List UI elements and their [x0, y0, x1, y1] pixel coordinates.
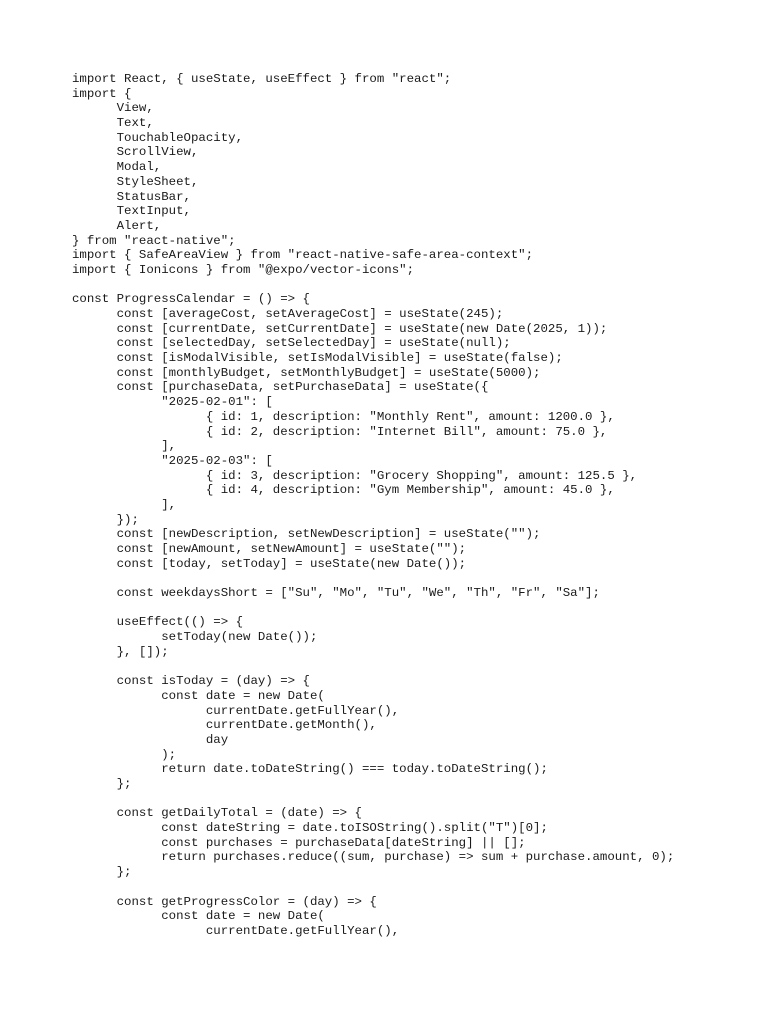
code-line: ScrollView,	[72, 145, 199, 160]
code-listing	[72, 72, 752, 939]
code-line: Text,	[72, 116, 154, 131]
code-line: { id: 3, description: "Grocery Shopping", amount: 125.5 },	[72, 468, 638, 483]
code-line: ],	[72, 497, 177, 512]
code-line: import { Ionicons } from "@expo/vector-icons";	[72, 262, 415, 277]
code-line: currentDate.getMonth(),	[72, 718, 377, 733]
code-line: day	[72, 732, 229, 747]
code-line: TouchableOpacity,	[72, 130, 244, 145]
code-line: import {	[72, 86, 132, 101]
code-line	[72, 571, 752, 586]
code-line: const ProgressCalendar = () => {	[72, 292, 310, 307]
code-line: useEffect(() => {	[72, 615, 244, 630]
code-line: const [monthlyBudget, setMonthlyBudget] = useState(5000);	[72, 365, 541, 380]
code-line: ],	[72, 439, 177, 454]
code-line: }, []);	[72, 644, 169, 659]
code-line: return purchases.reduce((sum, purchase) => sum + purchase.amount, 0);	[72, 850, 675, 865]
code-line: const [newDescription, setNewDescription] = useState("");	[72, 527, 541, 542]
code-line: const date = new Date(	[72, 688, 325, 703]
code-line: const [selectedDay, setSelectedDay] = useState(null);	[72, 336, 511, 351]
code-line: { id: 2, description: "Internet Bill", amount: 75.0 },	[72, 424, 608, 439]
code-line: Modal,	[72, 160, 162, 175]
code-line: const [today, setToday] = useState(new Date());	[72, 556, 467, 571]
code-line: } from "react-native";	[72, 233, 236, 248]
code-line: const isToday = (day) => {	[72, 674, 310, 689]
code-line: import { SafeAreaView } from "react-native-safe-area-context";	[72, 248, 534, 263]
code-line: });	[72, 512, 139, 527]
code-line: const [currentDate, setCurrentDate] = useState(new Date(2025, 1));	[72, 321, 608, 336]
code-line: const weekdaysShort = ["Su", "Mo", "Tu", "We", "Th", "Fr", "Sa"];	[72, 586, 600, 601]
code-line: import React, { useState, useEffect } from "react";	[72, 72, 452, 86]
code-line: { id: 4, description: "Gym Membership", amount: 45.0 },	[72, 483, 615, 498]
code-line: currentDate.getFullYear(),	[72, 923, 400, 938]
code-line: StyleSheet,	[72, 174, 199, 189]
code-line: TextInput,	[72, 204, 191, 219]
code-line	[72, 880, 752, 895]
code-line: currentDate.getFullYear(),	[72, 703, 400, 718]
code-line: const [newAmount, setNewAmount] = useState("");	[72, 542, 467, 556]
code-line: "2025-02-01": [	[72, 395, 273, 410]
code-line: );	[72, 747, 177, 762]
code-line: return date.toDateString() === today.toDateString();	[72, 762, 548, 777]
code-line: Alert,	[72, 218, 162, 233]
code-line: };	[72, 777, 132, 791]
code-line: const getProgressColor = (day) => {	[72, 894, 377, 909]
code-line: const purchases = purchaseData[dateString] || [];	[72, 835, 526, 850]
code-line: "2025-02-03": [	[72, 453, 273, 468]
code-line: const getDailyTotal = (date) => {	[72, 806, 362, 821]
code-line	[72, 660, 752, 675]
code-line: View,	[72, 101, 154, 116]
code-line: const [isModalVisible, setIsModalVisible] = useState(false);	[72, 351, 563, 366]
code-line	[72, 601, 752, 616]
code-line: };	[72, 865, 132, 880]
code-line: { id: 1, description: "Monthly Rent", amount: 1200.0 },	[72, 409, 615, 424]
code-line: const [purchaseData, setPurchaseData] = useState({	[72, 380, 489, 395]
code-line: const dateString = date.toISOString().split("T")[0];	[72, 821, 548, 836]
code-line	[72, 278, 752, 293]
code-line: const [averageCost, setAverageCost] = useState(245);	[72, 307, 504, 321]
code-line: const date = new Date(	[72, 909, 325, 924]
code-line: StatusBar,	[72, 189, 191, 204]
code-line	[72, 792, 752, 807]
code-line: setToday(new Date());	[72, 630, 318, 645]
